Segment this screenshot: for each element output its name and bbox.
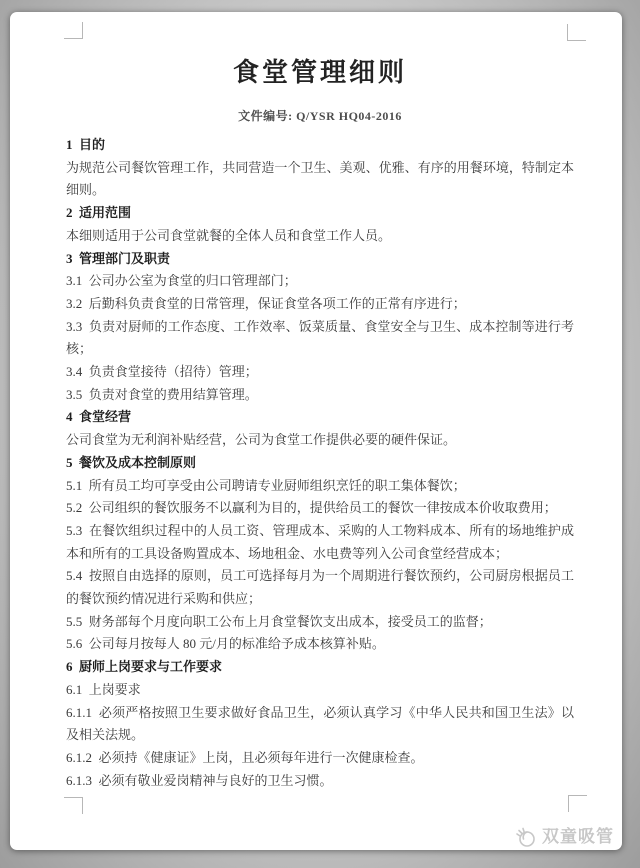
section-heading: 5 餐饮及成本控制原则 — [66, 454, 197, 470]
page-title: 食堂管理细则 — [232, 58, 407, 87]
section-heading: 4 食堂经营 — [66, 409, 132, 425]
paragraph: 5.6 公司每月按每人 80 元/月的标准给予成本核算补贴。 — [66, 636, 385, 652]
paragraph: 公司食堂为无利润补贴经营，公司为食堂工作提供必要的硬件保证。 — [66, 432, 457, 448]
paragraph: 3.4 负责食堂接待（招待）管理； — [66, 364, 258, 380]
section-heading: 3 管理部门及职责 — [66, 250, 171, 266]
paragraph: 5.4 按照自由选择的原则，员工可选择每月为一个周期进行餐饮预约，公司厨房根据员工的餐饮预约情况进行采购和供应； — [66, 568, 574, 607]
paragraph: 3.2 后勤科负责食堂的日常管理，保证食堂各项工作的正常有序进行； — [66, 295, 466, 311]
paragraph: 3.1 公司办公室为食堂的归口管理部门； — [66, 273, 297, 289]
brand-name: 双童吸管 — [542, 827, 614, 846]
section-heading: 1 目的 — [66, 137, 106, 152]
paragraph: 6.1.2 必须持《健康证》上岗，且必须每年进行一次健康检查。 — [66, 749, 424, 765]
paragraph: 5.2 公司组织的餐饮服务不以赢利为目的，提供给员工的餐饮一律按成本价收取费用； — [66, 500, 557, 516]
paragraph: 5.1 所有员工均可享受由公司聘请专业厨师组织烹饪的职工集体餐饮； — [66, 477, 466, 493]
section-heading: 6 厨师上岗要求与工作要求 — [66, 659, 223, 675]
document-page — [10, 12, 622, 850]
brand-watermark — [514, 826, 614, 848]
section-heading: 2 适用范围 — [66, 205, 132, 221]
margin-mark-bottom-left — [64, 797, 83, 814]
paragraph: 为规范公司餐饮管理工作，共同营造一个卫生、美观、优雅、有序的用餐环境，特制定本细则。 — [66, 159, 574, 198]
paragraph: 本细则适用于公司食堂就餐的全体人员和食堂工作人员。 — [66, 227, 392, 243]
margin-mark-bottom-right — [568, 795, 587, 812]
document-body — [66, 134, 574, 792]
paragraph: 6.1.1 必须严格按照卫生要求做好食品卫生，必须认真学习《中华人民共和国卫生法》以及相关法规。 — [66, 704, 574, 743]
paragraph: 6.1 上岗要求 — [66, 681, 141, 697]
paragraph: 3.5 负责对食堂的费用结算管理。 — [66, 386, 258, 402]
paragraph: 5.3 在餐饮组织过程中的人员工资、管理成本、采购的人工物料成本、所有的场地维护成本和所有的工具设备购置成本、场地租金、水电费等列入公司食堂经营成本； — [66, 522, 574, 561]
bird-logo-icon — [514, 826, 538, 848]
doc-number: 文件编号: Q/YSR HQ04-2016 — [238, 109, 402, 123]
paragraph: 6.1.3 必须有敬业爱岗精神与良好的卫生习惯。 — [66, 772, 333, 788]
document-content — [66, 12, 574, 792]
paragraph: 3.3 负责对厨师的工作态度、工作效率、饭菜质量、食堂安全与卫生、成本控制等进行考核； — [66, 318, 574, 357]
paragraph: 5.5 财务部每个月度向职工公布上月食堂餐饮支出成本，接受员工的监督； — [66, 613, 492, 629]
